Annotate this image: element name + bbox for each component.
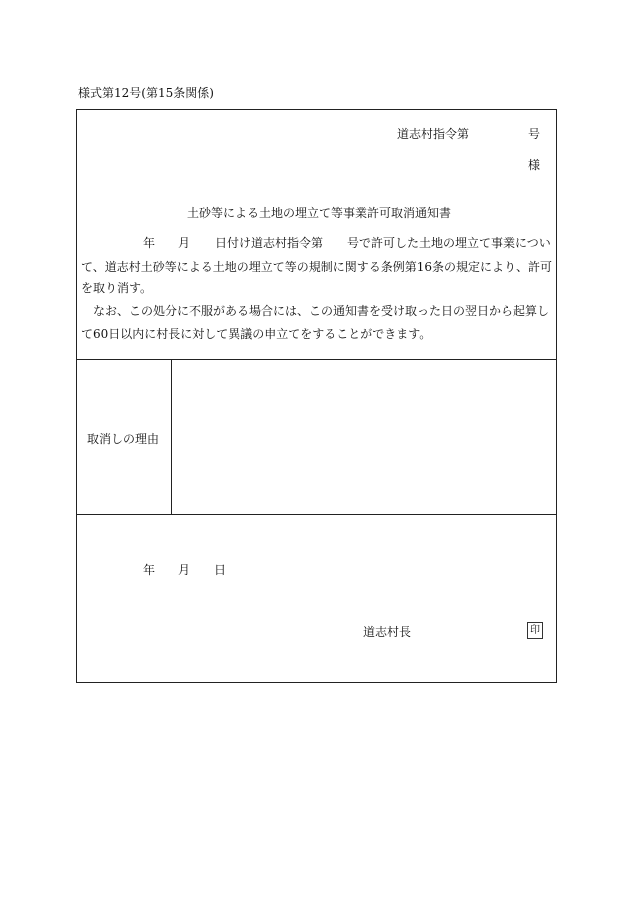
- body-line-3: を取り消す。: [81, 281, 153, 295]
- footer-month-label: 月: [178, 563, 191, 577]
- body-line-2: て、道志村土砂等による土地の埋立て等の規制に関する条例第16条の規定により、許可: [81, 260, 553, 274]
- body-line-5: て60日以内に村長に対して異議の申立てをすることができます。: [81, 327, 432, 341]
- reason-label: 取消しの理由: [87, 432, 160, 446]
- signer-title: 道志村長: [363, 625, 412, 639]
- reason-label-divider: [171, 359, 172, 514]
- body-month-label: 月: [178, 236, 191, 250]
- body-line-4: なお、この処分に不服がある場合には、この通知書を受け取った日の翌日から起算し: [81, 304, 550, 318]
- reason-field[interactable]: [173, 360, 555, 513]
- body-line-1: 日付け道志村指令第 号で許可した土地の埋立て事業につい: [215, 236, 551, 250]
- footer-year-label: 年: [143, 563, 156, 577]
- notice-form-frame: [76, 109, 557, 683]
- doc-number-suffix: 号: [528, 127, 541, 141]
- body-year-label: 年: [143, 236, 156, 250]
- doc-number-prefix: 道志村指令第: [397, 127, 470, 141]
- seal-mark-icon: 印: [527, 622, 543, 639]
- form-number-label: 様式第12号(第15条関係): [78, 86, 214, 100]
- footer-day-label: 日: [214, 563, 227, 577]
- section-divider-bottom: [77, 514, 556, 515]
- document-title: 土砂等による土地の埋立て等事業許可取消通知書: [187, 206, 452, 220]
- addressee-suffix: 様: [528, 158, 541, 172]
